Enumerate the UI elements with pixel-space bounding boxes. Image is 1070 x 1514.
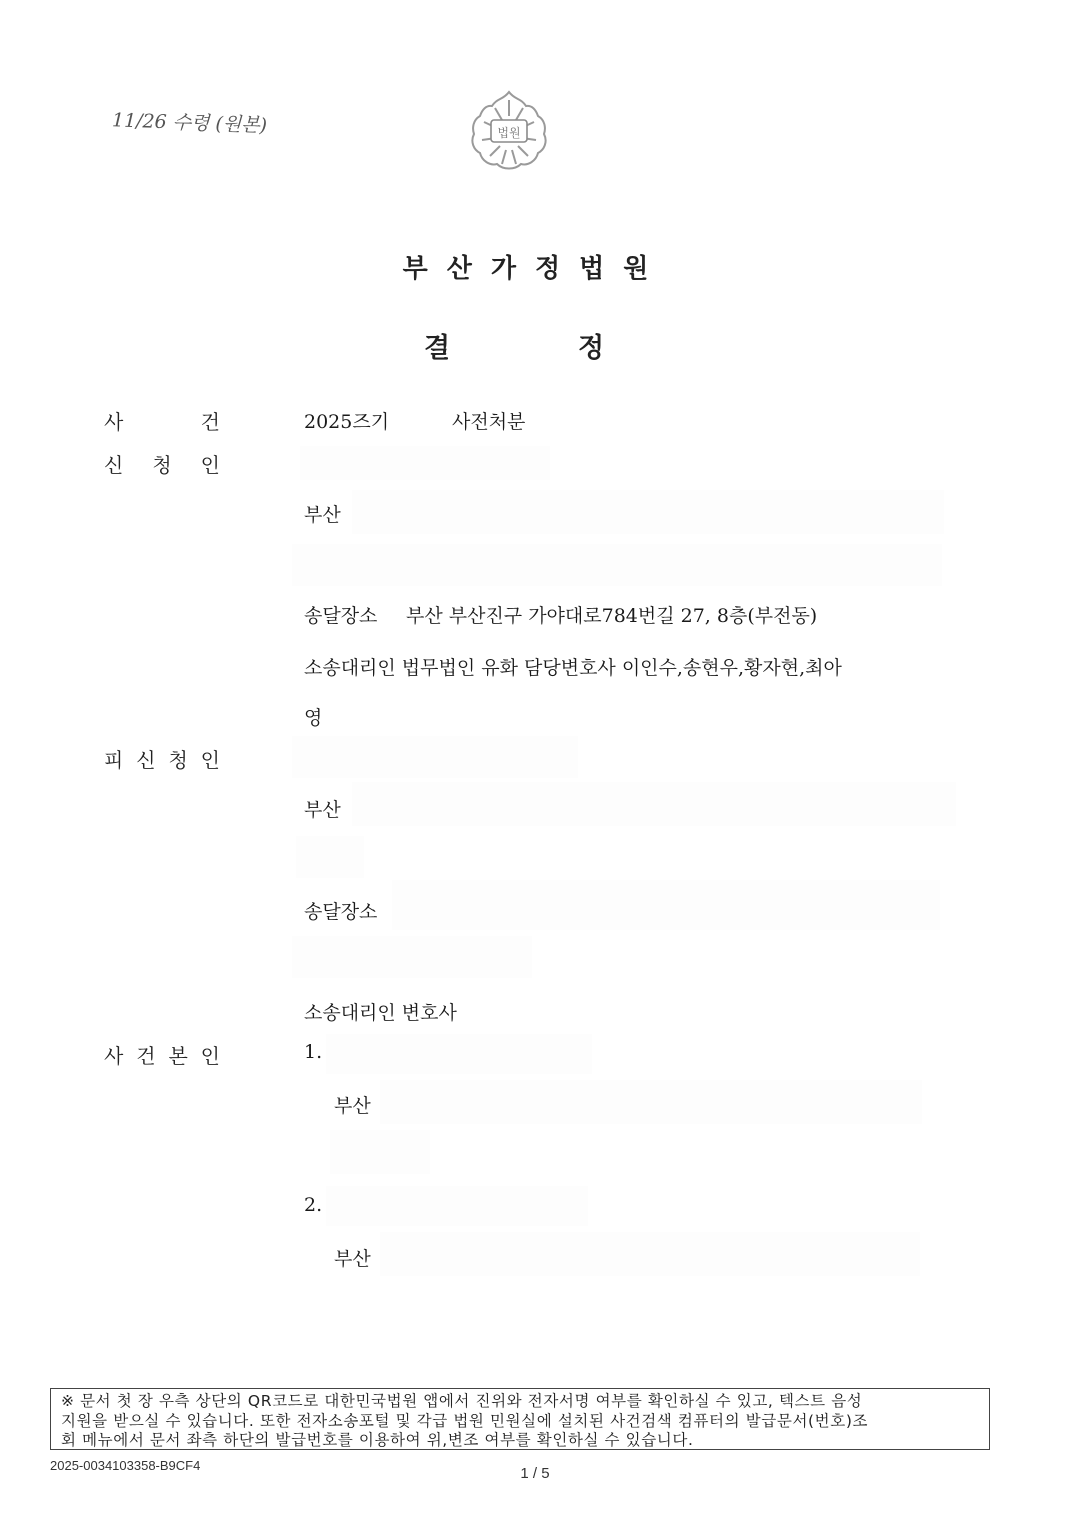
court-seal-text: 법원 xyxy=(497,126,521,140)
case-name: 사전처분 xyxy=(452,411,526,433)
redacted-area xyxy=(352,490,944,534)
redacted-area xyxy=(380,1232,920,1276)
case-number: 2025즈기 xyxy=(304,411,390,433)
redacted-area xyxy=(392,880,940,930)
doc-title-left: 결 xyxy=(424,333,451,364)
redacted-area xyxy=(352,782,956,826)
applicant-delivery-address: 부산 부산진구 가야대로784번길 27, 8층(부전동) xyxy=(406,605,818,627)
redacted-area xyxy=(326,1034,592,1074)
verification-notice: ※ 문서 첫 장 우측 상단의 QR코드로 대한민국법원 앱에서 진위와 전자서명 여부를 확인하실 수 있고, 텍스트 음성 지원을 받으실 수 있습니다. 또한 전자소송포털 및 각급 법원 민원실에 설치된 사건검색 컴퓨터의 발급문서(번호)조 회 메뉴에서 문서 좌측 하단의 발급번호를 이용하여 위,변조 여부를 확인하실 수 있습니다. xyxy=(50,1388,990,1450)
redacted-area xyxy=(296,836,364,878)
principal-2-address: 부산 xyxy=(334,1248,371,1270)
principal-2-number: 2. xyxy=(304,1194,323,1216)
principal-1-address: 부산 xyxy=(334,1095,371,1117)
issuance-number: 2025-0034103358-B9CF4 xyxy=(50,1458,201,1473)
applicant-delivery-label: 송달장소 xyxy=(304,605,378,627)
applicant-attorney: 소송대리인 법무법인 유화 담당변호사 이인수,송현우,황자현,최아 xyxy=(304,657,842,679)
redacted-area xyxy=(292,736,578,778)
applicant-attorney-cont: 영 xyxy=(304,707,323,729)
respondent-address: 부산 xyxy=(304,799,341,821)
respondent-attorney: 소송대리인 변호사 xyxy=(304,1002,457,1024)
redacted-area xyxy=(326,1186,588,1226)
doc-title-right: 정 xyxy=(578,333,605,364)
page-number: 1 / 5 xyxy=(520,1465,550,1482)
redacted-area xyxy=(292,936,532,978)
court-name: 부산가정법원 xyxy=(402,254,668,284)
principal-1-number: 1. xyxy=(304,1041,323,1063)
applicant-label: 신 청 인 xyxy=(104,453,220,477)
applicant-address: 부산 xyxy=(304,504,341,526)
redacted-area xyxy=(330,1130,430,1174)
redacted-area xyxy=(380,1080,922,1124)
redacted-area xyxy=(300,446,550,480)
redacted-area xyxy=(292,544,942,586)
principals-label: 사 건 본 인 xyxy=(104,1044,220,1068)
case-label: 사 건 xyxy=(104,410,220,434)
respondent-label: 피 신 청 인 xyxy=(104,748,220,772)
respondent-delivery-label: 송달장소 xyxy=(304,901,378,923)
handwritten-note: 11/26 수령 (원본) xyxy=(111,109,268,137)
